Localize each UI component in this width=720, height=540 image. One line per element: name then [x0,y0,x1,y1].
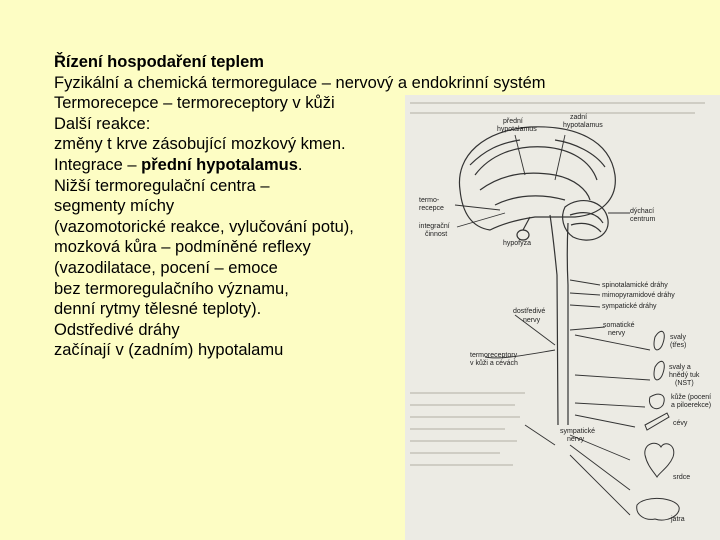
label-integracni-2: činnost [425,231,448,238]
thermoregulation-diagram [405,95,720,540]
text-line: bez termoregulačního významu, [54,279,289,298]
text-line: Termorecepce – termoreceptory v kůži [54,94,335,113]
text-line: mozková kůra – podmíněné reflexy [54,238,311,257]
label-zadni: zadní [570,114,588,121]
text-line: segmenty míchy [54,197,175,216]
label-svaly-a: svaly a [669,364,691,371]
label-termorecepce-2: recepce [419,205,444,212]
label-zadni-hypotalamus: hypotalamus [563,122,603,129]
text-line: denní rytmy tělesné teploty). [54,300,262,319]
label-dostredive-nervy: nervy [523,317,541,324]
text-line: změny t krve zásobující mozkový kmen. [54,135,346,154]
skin-icon [649,394,664,409]
label-termorecepce-1: termo- [419,197,440,204]
label-predni-hypotalamus: hypotalamus [497,126,537,133]
label-hypofyza: hypofýza [503,240,532,247]
vessel-icon [645,413,669,430]
text-line: Další reakce: [54,114,151,133]
label-termoreceptory-kuze: v kůži a cévách [470,360,518,367]
text-line: Odstředivé dráhy [54,320,180,339]
diagram-labels [419,114,711,523]
label-somaticke: somatické [603,322,635,329]
muscle-fat-icon [654,361,664,380]
text-line: Nižší termoregulační centra – [54,176,270,195]
label-cevy: cévy [673,420,688,427]
label-piloerekce: a piloerekce) [671,402,712,409]
integrace-prefix: Integrace – [54,155,142,174]
label-termoreceptory: termoreceptory [470,352,518,359]
label-dostredive: dostředivé [513,308,546,315]
integrace-suffix: . [297,155,303,174]
integrace-emphasis: přední hypotalamus [141,155,298,174]
diagram-svg [405,95,720,540]
label-sympaticke-drahy: sympatické dráhy [602,303,657,310]
label-integracni-1: integrační [419,223,450,230]
text-line: (vazodilatace, pocení – emoce [54,258,278,277]
label-dychaci: dýchací [630,208,655,215]
label-tres: (třes) [670,342,687,349]
text-line: začínají v (zadním) hypotalamu [54,341,284,360]
label-sympaticke: sympatické [560,428,596,435]
label-spinotalamicke: spinotalamické dráhy [602,282,668,289]
label-sympaticke-nervy: nervy [567,436,585,443]
text-line: (vazomotorické reakce, vylučování potu), [54,217,354,236]
label-centrum: centrum [630,216,656,223]
label-kuze: kůže (pocení [671,394,712,401]
heart-icon [645,443,674,477]
label-hnedy-tuk: hnědý tuk [669,372,700,379]
label-somaticke-nervy: nervy [608,330,626,337]
brain-drawing [459,127,615,425]
label-svaly: svaly [670,334,686,341]
label-jatra: játra [671,516,685,523]
label-mimopyramidove: mimopyramidové dráhy [602,292,675,299]
muscle-icon [654,331,664,350]
label-predni: přední [503,118,523,125]
label-srdce: srdce [673,474,691,481]
label-nst: (NST) [675,380,694,387]
slide-title: Řízení hospodaření teplem [54,53,264,71]
text-line: Fyzikální a chemická termoregulace – nervový a endokrinní systém [54,73,546,92]
